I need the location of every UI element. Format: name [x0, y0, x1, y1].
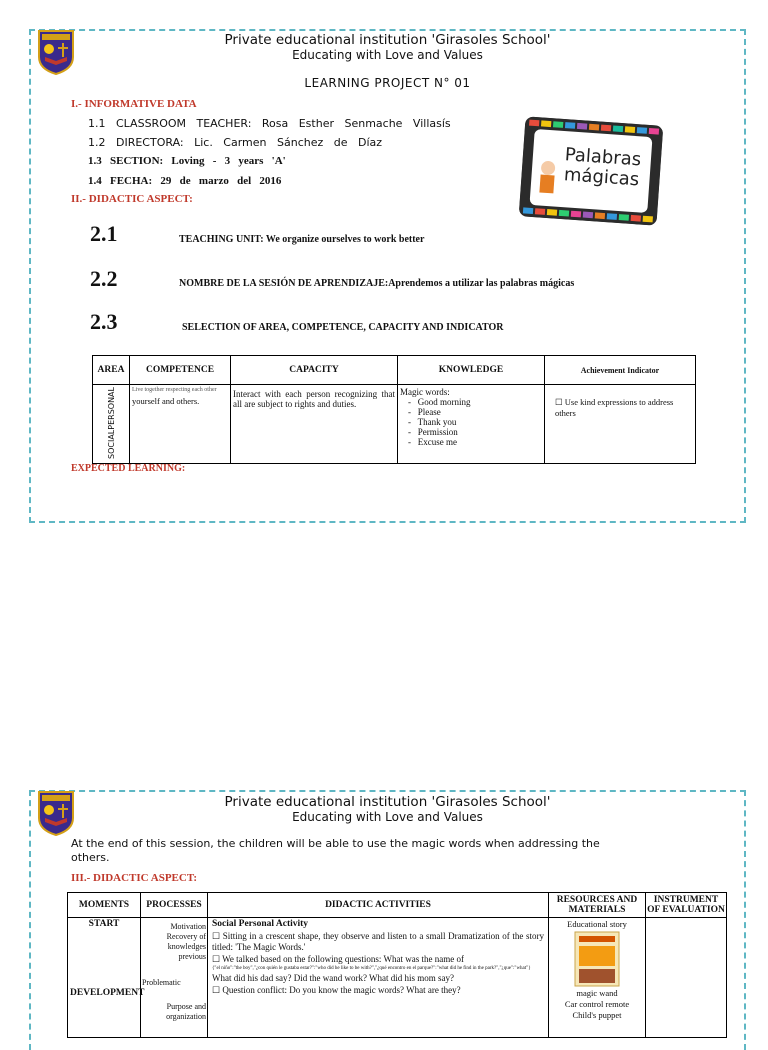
process-motivation: Motivation — [170, 922, 206, 931]
process-problematic: Problematic — [142, 978, 181, 987]
list-item: - Excuse me — [408, 437, 542, 447]
resource-puppet: Child's puppet — [572, 1010, 622, 1020]
list-item: - Please — [408, 407, 542, 417]
list-item: - Thank you — [408, 417, 542, 427]
school-name: Private educational institution 'Girasoles School' — [224, 32, 551, 48]
table-header-row — [93, 356, 696, 385]
info-line-3: 1.3 SECTION: Loving - 3 years 'A' — [88, 155, 286, 167]
header-processes: PROCESSES — [141, 893, 208, 918]
competence-small-text: Live together respecting each other — [132, 387, 217, 393]
info-line-1: 1.1 CLASSROOM TEACHER: Rosa Esther Senmache Villasís — [88, 117, 451, 130]
item-2-1-number: 2.1 — [90, 221, 118, 246]
header-resources: RESOURCES AND MATERIALS — [549, 893, 646, 918]
item-2-1-text: TEACHING UNIT: We organize ourselves to work better — [179, 234, 425, 245]
table-row — [93, 385, 696, 464]
school-motto: Educating with Love and Values — [292, 810, 483, 824]
area-cell — [93, 385, 130, 464]
item-2-2-text: NOMBRE DE LA SESIÓN DE APRENDIZAJE:Aprendemos a utilizar las palabras mágicas — [179, 278, 575, 289]
item-2-3-text: SELECTION OF AREA, COMPETENCE, CAPACITY AND INDICATOR — [182, 322, 504, 333]
process-purpose: Purpose and organization — [166, 1002, 206, 1021]
activity-title: Social Personal Activity — [212, 919, 309, 929]
picture-caption: Palabras mágicas — [563, 144, 642, 191]
list-item: - Permission — [408, 427, 542, 437]
knowledge-title: Magic words: — [400, 387, 450, 397]
processes-cell — [141, 918, 208, 1038]
header-knowledge: KNOWLEDGE — [398, 356, 545, 385]
resource-wand: magic wand — [576, 988, 618, 998]
header-evaluation: INSTRUMENT OF EVALUATION — [646, 893, 727, 918]
activities-cell — [208, 918, 549, 1038]
activities-table — [67, 892, 727, 1038]
header-activities: DIDACTIC ACTIVITIES — [208, 893, 549, 918]
activity-line: What did his dad say? Did the wand work? What did his mom say? — [212, 973, 455, 983]
session-intro: At the end of this session, the children will be able to use the magic words when addressing the others. — [71, 837, 600, 864]
activity-translation-note: {"el niño":"the boy","¿con quién le gustaba estar?":"who did he like to be with?","¿qué encontro en el parque?":"what did he find in the park?","¿que":"what"} — [212, 966, 531, 971]
resources-cell — [549, 918, 646, 1038]
page-1 — [29, 29, 746, 523]
moment-development: DEVELOPMENT — [70, 988, 145, 998]
activity-line: ☐ We talked based on the following questions: What was the name of — [212, 953, 464, 964]
competence-table — [92, 355, 696, 464]
area-label: SOCIALPERSONAL — [106, 387, 116, 459]
moments-cell — [68, 918, 145, 1038]
moment-start: START — [88, 919, 120, 929]
section-3-title: III.- DIDACTIC ASPECT: — [71, 872, 198, 884]
process-recovery: Recovery of knowledges previous — [166, 932, 206, 961]
resource-story: Educational story — [567, 919, 627, 929]
section-1-title: I.- INFORMATIVE DATA — [71, 98, 197, 110]
activity-line: ☐ Sitting in a crescent shape, they observe and listen to a small Dramatization of the story titled: 'The Magic Words.' — [212, 930, 544, 952]
school-motto: Educating with Love and Values — [292, 48, 483, 62]
header-competence: COMPETENCE — [130, 356, 231, 385]
header-area: AREA — [93, 356, 130, 385]
school-name: Private educational institution 'Girasoles School' — [224, 794, 551, 810]
indicator-cell: ☐ Use kind expressions to address others — [545, 385, 696, 464]
competence-text: yourself and others. — [132, 396, 200, 406]
resource-remote: Car control remote — [564, 999, 630, 1009]
knowledge-cell — [398, 385, 545, 464]
item-2-3-number: 2.3 — [90, 309, 118, 334]
section-2-title: II.- DIDACTIC ASPECT: — [71, 193, 193, 205]
header-moments: MOMENTS — [68, 893, 141, 918]
competence-cell — [130, 385, 231, 464]
palabras-magicas-image — [519, 116, 664, 225]
magic-words-list — [400, 397, 542, 447]
header-capacity: CAPACITY — [231, 356, 398, 385]
evaluation-cell — [646, 918, 727, 1038]
item-2-2-number: 2.2 — [90, 266, 118, 291]
story-book-icon — [574, 931, 620, 987]
capacity-cell: Interact with each person recognizing that all are subject to rights and duties. — [231, 385, 398, 464]
info-line-4: 1.4 FECHA: 29 de marzo del 2016 — [88, 175, 282, 187]
table-row — [68, 918, 727, 1038]
project-title: LEARNING PROJECT N° 01 — [304, 76, 471, 90]
page-2 — [29, 790, 746, 1050]
table-header-row — [68, 893, 727, 918]
list-item: - Good morning — [408, 397, 542, 407]
info-line-2: 1.2 DIRECTORA: Lic. Carmen Sánchez de Díaz — [88, 136, 383, 149]
activity-line: ☐ Question conflict: Do you know the magic words? What are they? — [212, 984, 461, 995]
expected-learning-title: EXPECTED LEARNING: — [71, 463, 186, 474]
header-indicator: Achievement Indicator — [545, 356, 696, 385]
